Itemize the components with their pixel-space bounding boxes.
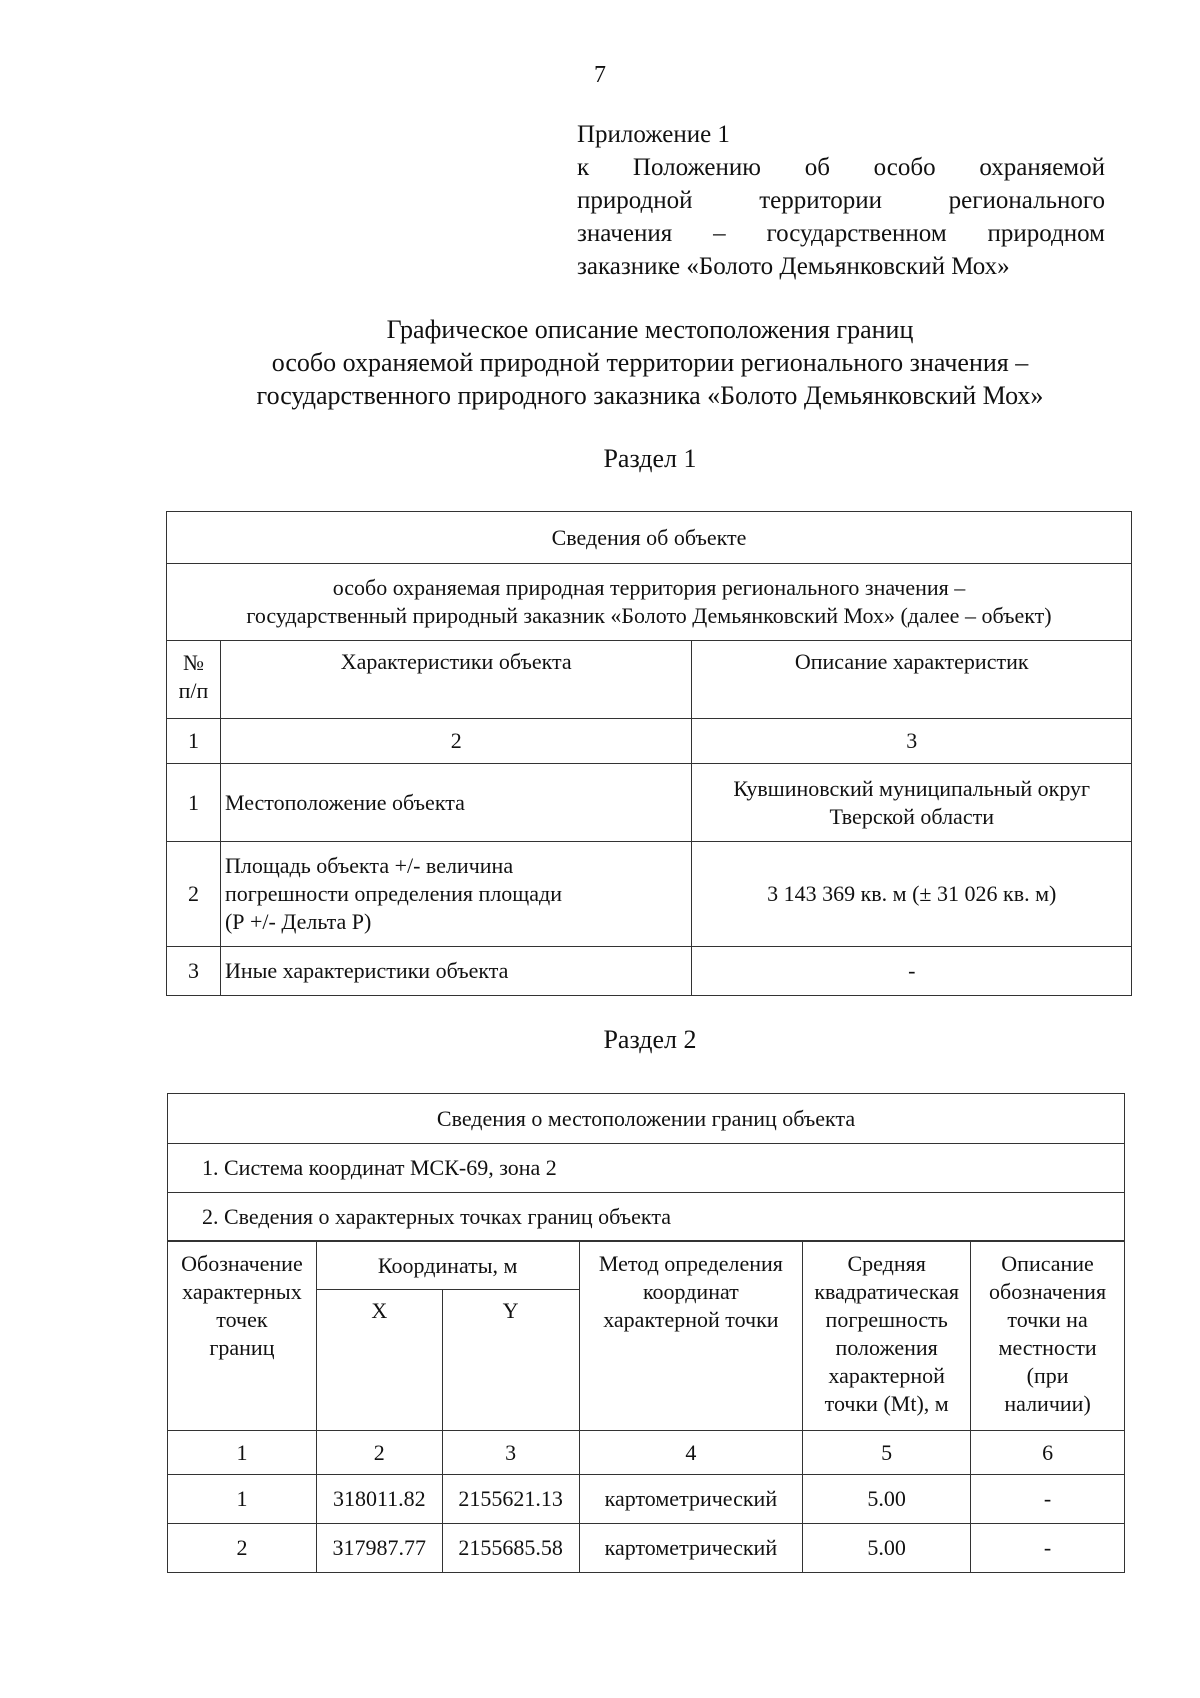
point-x: 318011.82	[316, 1475, 442, 1524]
row-number: 2	[167, 842, 221, 947]
header-line: местности	[998, 1335, 1097, 1360]
column-index: 4	[579, 1431, 803, 1475]
column-index: 1	[167, 719, 221, 764]
column-index: 1	[168, 1431, 317, 1475]
page-number: 7	[594, 62, 606, 88]
column-header-coordinates: Координаты, м	[316, 1242, 579, 1290]
point-y: 2155621.13	[442, 1475, 579, 1524]
column-header-method	[579, 1242, 803, 1431]
annex-line: природной территории регионального	[577, 187, 1105, 214]
column-index: 2	[316, 1431, 442, 1475]
characteristic-line: Площадь объекта +/- величина	[224, 853, 514, 878]
table-row	[168, 1475, 1125, 1524]
characteristic-line: (Р +/- Дельта Р)	[224, 909, 372, 934]
column-index: 2	[220, 719, 692, 764]
row-description: -	[692, 947, 1132, 996]
table-row	[167, 764, 1132, 842]
column-index: 3	[692, 719, 1132, 764]
title-line: государственного природного заказника «Болото Демьянковский Мох»	[256, 381, 1044, 410]
header-line: характерных	[182, 1279, 302, 1304]
point-y: 2155685.58	[442, 1524, 579, 1573]
header-line: точки на	[1007, 1307, 1088, 1332]
header-line: (при	[1026, 1363, 1069, 1388]
column-header-error	[803, 1242, 971, 1431]
header-line: характерной точки	[603, 1307, 779, 1332]
header-line: точек	[216, 1307, 268, 1332]
header-line: положения	[835, 1335, 938, 1360]
annex-line: к Положению об особо охраняемой	[577, 154, 1105, 181]
points-info: 2. Сведения о характерных точках границ объекта	[168, 1193, 1125, 1241]
object-name-cell	[167, 564, 1132, 641]
header-line: границ	[209, 1335, 275, 1360]
header-line: характерной	[828, 1363, 945, 1388]
boundary-info-table	[167, 1093, 1125, 1241]
point-description: -	[971, 1475, 1125, 1524]
description-line: Тверской области	[829, 803, 994, 829]
header-line: погрешность	[825, 1307, 948, 1332]
annex-line: заказнике «Болото Демьянковский Мох»	[577, 253, 1010, 280]
description-line: Кувшиновский муниципальный округ	[733, 775, 1091, 801]
col-num-line: п/п	[178, 678, 209, 703]
point-description: -	[971, 1524, 1125, 1573]
row-characteristic	[220, 842, 692, 947]
coordinate-system: 1. Система координат МСК-69, зона 2	[168, 1144, 1125, 1193]
annex-header	[577, 118, 1105, 283]
header-line: Средняя	[847, 1251, 926, 1276]
column-header-description: Описание характеристик	[692, 641, 1132, 719]
column-header-characteristics: Характеристики объекта	[220, 641, 692, 719]
title-line: особо охраняемой природной территории регионального значения –	[271, 348, 1029, 377]
header-line: Описание	[1001, 1251, 1094, 1276]
point-id: 2	[168, 1524, 317, 1573]
characteristic-line: погрешности определения площади	[224, 881, 562, 906]
column-index: 5	[803, 1431, 971, 1475]
row-description: 3 143 369 кв. м (± 31 026 кв. м)	[692, 842, 1132, 947]
object-name-line: особо охраняемая природная территория регионального значения –	[332, 575, 966, 600]
table-row	[167, 947, 1132, 996]
header-line: квадратическая	[814, 1279, 960, 1304]
section-2-heading: Раздел 2	[603, 1025, 697, 1054]
point-error: 5.00	[803, 1475, 971, 1524]
column-index: 3	[442, 1431, 579, 1475]
row-number: 1	[167, 764, 221, 842]
section-1-heading: Раздел 1	[603, 444, 697, 473]
column-header-y: Y	[442, 1290, 579, 1431]
header-line: Обозначение	[181, 1251, 303, 1276]
column-header-num	[167, 641, 221, 719]
header-line: Метод определения	[598, 1251, 783, 1276]
table-row	[167, 842, 1132, 947]
row-number: 3	[167, 947, 221, 996]
point-error: 5.00	[803, 1524, 971, 1573]
title-line: Графическое описание местоположения границ	[386, 315, 914, 344]
row-characteristic: Иные характеристики объекта	[220, 947, 692, 996]
point-id: 1	[168, 1475, 317, 1524]
column-header-point	[168, 1242, 317, 1431]
points-table	[167, 1241, 1125, 1573]
row-characteristic: Местоположение объекта	[220, 764, 692, 842]
header-line: точки (Mt), м	[824, 1391, 949, 1416]
header-line: координат	[642, 1279, 739, 1304]
object-name-line: государственный природный заказник «Болото Демьянковский Мох» (далее – объект)	[246, 603, 1052, 628]
row-description	[692, 764, 1132, 842]
column-header-x: X	[316, 1290, 442, 1431]
table-header: Сведения об объекте	[167, 512, 1132, 564]
point-method: картометрический	[579, 1475, 803, 1524]
header-line: наличии)	[1004, 1391, 1091, 1416]
point-method: картометрический	[579, 1524, 803, 1573]
table-row	[168, 1524, 1125, 1573]
header-line: обозначения	[989, 1279, 1107, 1304]
point-x: 317987.77	[316, 1524, 442, 1573]
object-info-table	[166, 511, 1132, 996]
col-num-line: №	[182, 650, 204, 675]
annex-title: Приложение 1	[577, 121, 730, 148]
annex-line: значения – государственном природном	[577, 220, 1105, 247]
document-title	[100, 313, 1200, 412]
column-header-point-description	[971, 1242, 1125, 1431]
table-header: Сведения о местоположении границ объекта	[168, 1094, 1125, 1144]
column-index: 6	[971, 1431, 1125, 1475]
